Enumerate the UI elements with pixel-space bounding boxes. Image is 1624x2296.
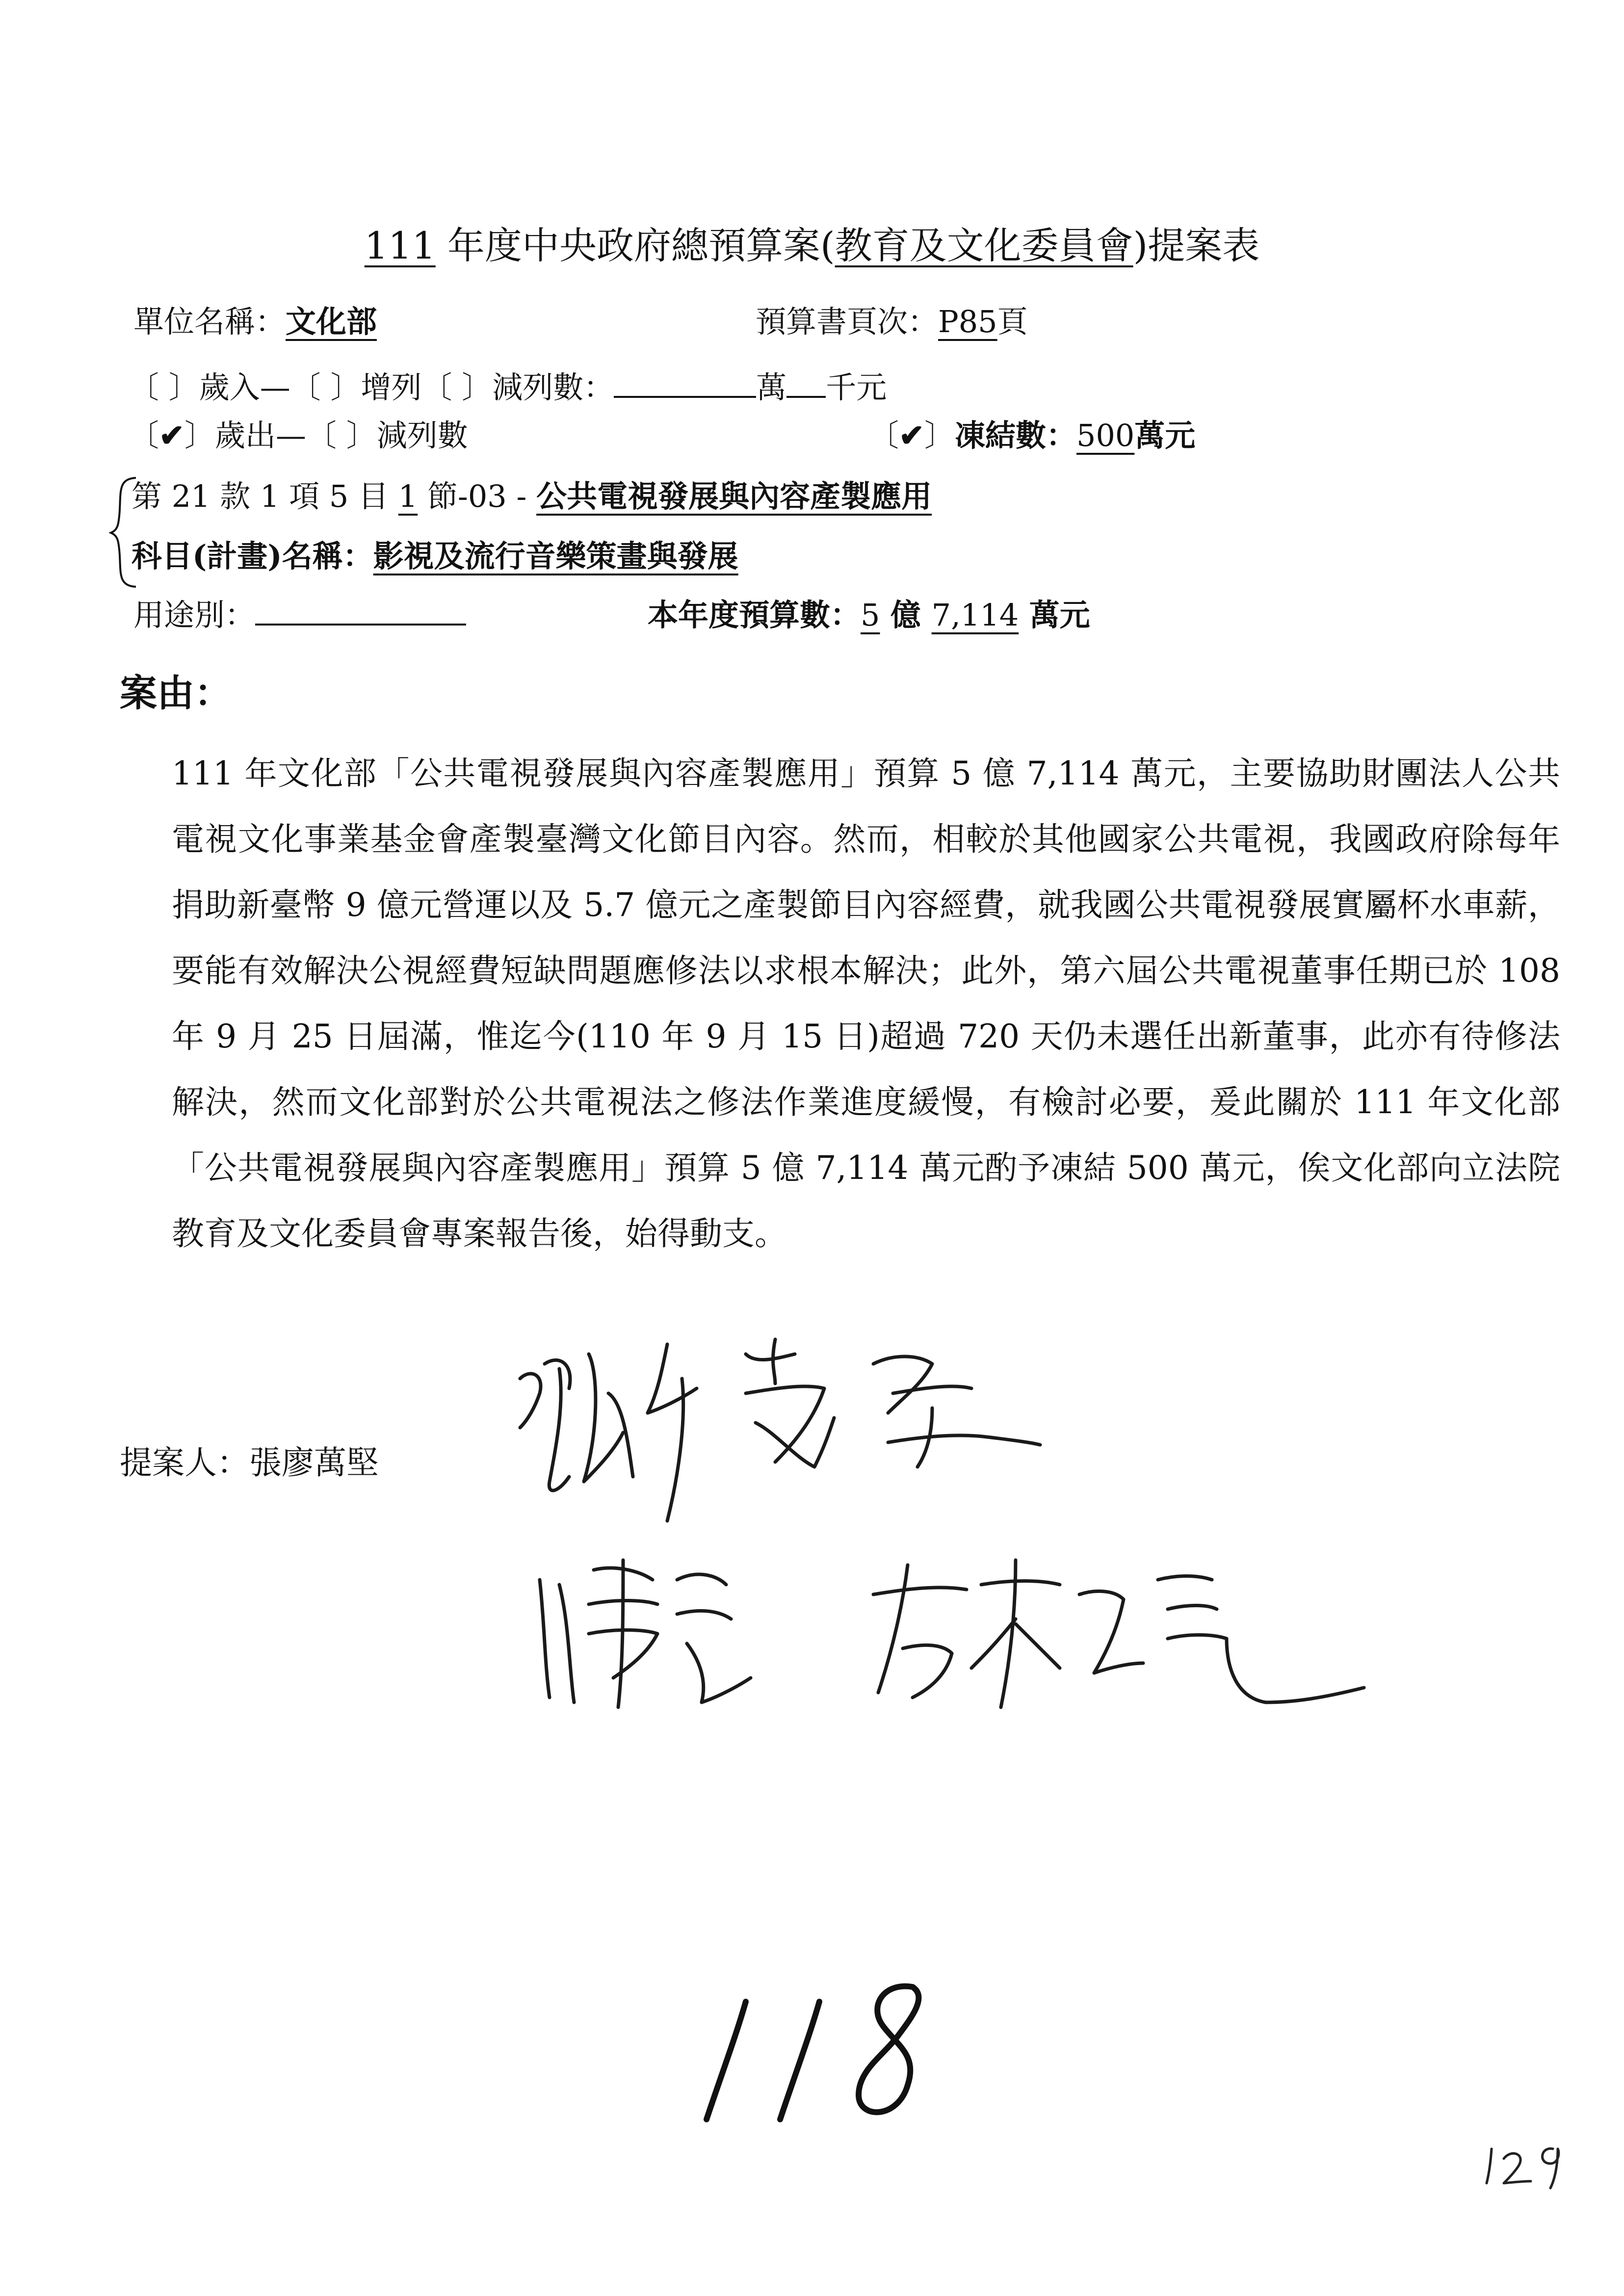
reason-heading: 案由：: [120, 671, 232, 715]
expense-check-mark: ✔: [159, 417, 184, 453]
section-row: [131, 472, 932, 516]
proposer-name: 張廖萬堅: [249, 1444, 379, 1482]
freeze-amount: 500: [1076, 417, 1135, 453]
freeze-row: [868, 411, 1195, 455]
page-title: [0, 216, 1624, 269]
budget-label: 本年度預算數：: [648, 597, 861, 633]
usage-label: 用途別：: [133, 597, 256, 633]
handwritten-page-number-text: 129: [1477, 2134, 1478, 2135]
freeze-box-open: 〔: [868, 417, 899, 453]
wan-unit: 萬: [756, 369, 787, 405]
budget-yi-unit: 億: [880, 597, 932, 633]
section-pre: 第 21 款 1 項 5 目: [131, 478, 398, 514]
unit-label: 單位名稱：: [133, 304, 286, 339]
revenue-line: [129, 363, 887, 407]
proposer-row: [120, 1436, 379, 1483]
expense-box-open: 〔: [129, 417, 159, 453]
budget-row: [648, 591, 1090, 634]
title-committee: 教育及文化委員會: [835, 224, 1133, 267]
proposer-label: 提案人：: [120, 1444, 249, 1482]
thousand-unit: 千元: [826, 369, 887, 405]
usage-blank: [255, 624, 466, 626]
budget-wan-unit: 萬元: [1019, 597, 1090, 633]
expense-box-close: 〕: [184, 417, 215, 453]
freeze-check-mark: ✔: [899, 417, 924, 453]
page-ref-row: [756, 297, 1028, 341]
title-pre: 年度中央政府總預算案(: [435, 224, 835, 267]
page-ref-value: P85: [938, 304, 997, 339]
usage-row: [133, 591, 466, 634]
subject-value: 影視及流行音樂策畫與發展: [373, 538, 738, 574]
revenue-label: 歲入—: [199, 369, 290, 405]
subject-row: [131, 532, 738, 575]
reason-body: 111 年文化部「公共電視發展與內容產製應用」預算 5 億 7,114 萬元，主要協助財團法人公共電視文化事業基金會產製臺灣文化節目內容。然而，相較於其他國家公共電視，我國政府除每年捐助新臺幣 9 億元營運以及 5.7 億元之產製節目內容經費，就我國公共電視發展實屬杯水車薪，要能有效解決公視經費短缺問題應修法以求根本解決；此外，第六屆公共電視董事任期已於 108 年 9 月 25 日屆滿，惟迄今(110 年 9 月 15 日)超過 720 天仍未選任出新董事，此亦有待修法解決，然而文化部對於公共電視法之修法作業進度緩慢，有檢討必要，爰此關於 111 年文化部「公共電視發展與內容產製應用」預算 5 億 7,114 萬元酌予凍結 500 萬元，俟文化部向立法院教育及文化委員會專案報告後，始得動支。: [172, 755, 1560, 1252]
page-ref-label: 預算書頁次：: [756, 304, 939, 339]
budget-yi: 5: [861, 597, 880, 633]
decrease-checkbox: 〔 〕: [421, 369, 493, 405]
section-jie: 1: [398, 478, 418, 514]
page-ref-suffix: 頁: [997, 304, 1028, 339]
freeze-label: 凍結數：: [954, 417, 1076, 453]
unit-row: [133, 297, 377, 341]
signature-proposer-2: [530, 1550, 1462, 1727]
increase-checkbox: 〔 〕: [290, 369, 361, 405]
increase-label: 增列: [361, 369, 422, 405]
expense-label: 歲出—: [214, 417, 306, 453]
handwritten-page-number-129: [1477, 2134, 1575, 2193]
thousand-amount-blank: [786, 396, 826, 398]
subject-label: 科目(計畫)名稱：: [131, 538, 373, 574]
expense-line: [129, 411, 468, 455]
expense-decrease-checkbox: 〔 〕: [306, 417, 377, 453]
handwritten-number-118: [687, 1972, 962, 2139]
title-post: )提案表: [1133, 224, 1260, 267]
title-year: 111: [364, 224, 436, 267]
revenue-checkbox: 〔 〕: [129, 369, 199, 405]
budget-wan: 7,114: [931, 597, 1019, 633]
signature-proposer-1: [500, 1334, 1138, 1540]
decrease-amount-blank: [614, 396, 756, 398]
expense-decrease-label: 減列數: [376, 417, 468, 453]
freeze-box-close: 〕: [924, 417, 955, 453]
section-mid: 節-03 -: [418, 478, 537, 514]
decrease-label: 減列數：: [492, 369, 614, 405]
freeze-unit: 萬元: [1134, 417, 1196, 453]
unit-value: 文化部: [286, 304, 377, 339]
handwritten-number-text: 118: [687, 1972, 688, 1973]
section-name: 公共電視發展與內容產製應用: [536, 478, 932, 514]
